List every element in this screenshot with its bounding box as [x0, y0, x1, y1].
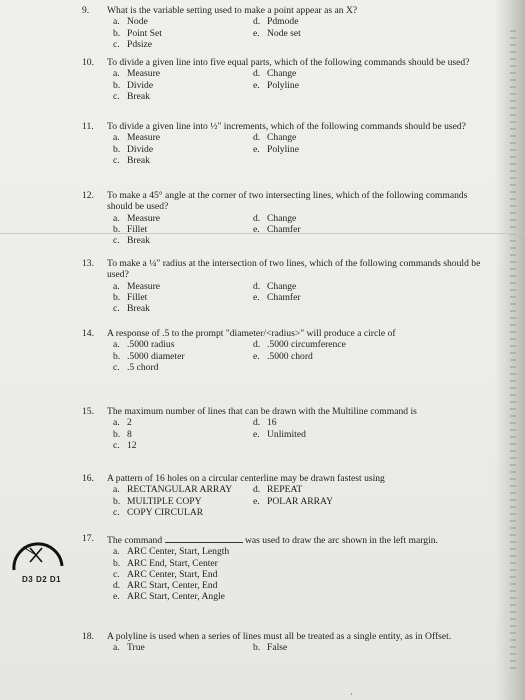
option-row	[113, 144, 482, 155]
option-text: 8	[127, 428, 132, 440]
question-17	[82, 533, 482, 603]
option-letter: e.	[113, 591, 120, 603]
option-letter: e.	[253, 143, 260, 155]
answer-option[interactable]	[253, 642, 482, 653]
answer-option[interactable]	[253, 496, 482, 507]
answer-option[interactable]	[113, 91, 253, 102]
answer-option[interactable]	[113, 39, 253, 50]
option-row	[113, 281, 482, 292]
answer-options	[107, 281, 482, 315]
leader-line	[23, 547, 36, 555]
question-text: To divide a given line into five equal parts, which of the following commands should be used?	[107, 57, 470, 68]
option-letter: b.	[113, 79, 121, 91]
answer-option[interactable]	[253, 39, 482, 50]
answer-option[interactable]	[253, 362, 482, 373]
option-row	[113, 440, 482, 451]
option-row	[113, 16, 482, 27]
option-letter: b.	[113, 428, 121, 440]
option-text: .5000 circumference	[267, 339, 346, 351]
option-row	[113, 28, 482, 39]
option-text: Measure	[127, 212, 161, 224]
answer-option[interactable]	[113, 155, 253, 166]
option-text: POLAR ARRAY	[267, 495, 334, 507]
answer-option[interactable]	[253, 235, 482, 246]
answer-option[interactable]	[113, 16, 253, 27]
answer-option[interactable]	[113, 68, 253, 79]
option-letter: a.	[113, 68, 120, 80]
option-letter: b.	[113, 223, 121, 235]
question-15	[82, 406, 482, 451]
option-text: ARC Center, Start, End	[127, 568, 218, 580]
question-text	[107, 533, 482, 546]
question-number: 11.	[82, 121, 94, 132]
option-text: REPEAT	[267, 484, 303, 496]
option-letter: c.	[113, 90, 120, 102]
answer-option[interactable]	[113, 303, 253, 314]
option-letter: e.	[253, 291, 260, 303]
option-text: .5000 diameter	[127, 350, 185, 362]
option-row	[113, 213, 482, 224]
option-text: Divide	[127, 79, 154, 91]
option-letter: e.	[253, 223, 260, 235]
question-number: 9.	[82, 5, 90, 16]
option-row	[113, 303, 482, 314]
option-row	[113, 507, 482, 518]
page-edge-shadow	[495, 0, 525, 700]
question-text: A response of .5 to the prompt "diameter/<radius>" will produce a circle of	[107, 328, 396, 339]
option-letter: c.	[113, 235, 120, 247]
option-text: Chamfer	[267, 223, 301, 235]
option-row	[113, 155, 482, 166]
option-text: Pdmode	[267, 16, 299, 28]
option-row	[113, 235, 482, 246]
option-text: MULTIPLE COPY	[127, 495, 202, 507]
answer-option[interactable]	[253, 132, 482, 143]
option-text: Pdsize	[127, 38, 153, 50]
answer-option[interactable]	[253, 429, 482, 440]
option-row	[113, 351, 482, 362]
option-text: Polyline	[267, 79, 299, 91]
option-letter: a.	[113, 280, 120, 292]
answer-options	[107, 484, 482, 518]
question-text: A polyline is used when a series of lines must all be treated as a single entity, as in Offset.	[107, 631, 452, 642]
option-letter: c.	[113, 154, 120, 166]
answer-option[interactable]	[113, 224, 253, 235]
option-text: Change	[267, 280, 297, 292]
option-text: 2	[127, 417, 132, 429]
option-text: Node set	[267, 27, 301, 39]
option-text: Break	[127, 303, 150, 315]
option-text: ARC Start, Center, End	[127, 580, 218, 592]
option-letter: c.	[113, 303, 120, 315]
answer-option[interactable]	[113, 484, 253, 495]
option-row	[113, 80, 482, 91]
option-text: ARC End, Start, Center	[127, 557, 218, 569]
answer-options	[107, 642, 482, 653]
question-text-before: The command	[107, 535, 163, 546]
option-letter: d.	[253, 339, 261, 351]
answer-option[interactable]	[253, 484, 482, 495]
option-text: Polyline	[267, 143, 299, 155]
option-text: Divide	[127, 143, 154, 155]
answer-option[interactable]	[253, 292, 482, 303]
option-text: 12	[127, 439, 137, 451]
question-12	[82, 190, 482, 246]
option-row	[113, 339, 482, 350]
option-text: Fillet	[127, 223, 148, 235]
option-letter: a.	[113, 484, 120, 496]
option-text: .5000 radius	[127, 339, 175, 351]
answer-option[interactable]	[253, 91, 482, 102]
option-letter: e.	[253, 428, 260, 440]
option-row	[113, 417, 482, 428]
question-number: 16.	[82, 473, 94, 484]
answer-option[interactable]	[113, 292, 253, 303]
answer-options	[107, 68, 482, 102]
option-letter: c.	[113, 506, 120, 518]
answer-option[interactable]	[113, 546, 482, 557]
option-text: COPY CIRCULAR	[127, 506, 204, 518]
option-letter: a.	[113, 132, 120, 144]
option-text: Chamfer	[267, 291, 301, 303]
option-text: Break	[127, 90, 150, 102]
option-letter: b.	[113, 27, 121, 39]
option-letter: d.	[253, 132, 261, 144]
question-16	[82, 473, 482, 518]
answer-option[interactable]	[113, 569, 482, 580]
option-letter: d.	[253, 68, 261, 80]
answer-options	[107, 417, 482, 451]
option-row	[113, 132, 482, 143]
option-letter: a.	[113, 339, 120, 351]
option-letter: a.	[113, 16, 120, 28]
option-text: Unlimited	[267, 428, 306, 440]
answer-option[interactable]	[113, 440, 253, 451]
answer-options	[107, 213, 482, 247]
option-row	[113, 39, 482, 50]
option-letter: e.	[253, 79, 260, 91]
question-9	[82, 5, 482, 50]
option-letter: d.	[113, 580, 121, 592]
answer-options	[107, 339, 482, 373]
answer-option[interactable]	[253, 213, 482, 224]
question-text-after: was used to draw the arc shown in the left margin.	[244, 535, 438, 546]
option-text: ARC Start, Center, Angle	[127, 591, 225, 603]
question-text: To divide a given line into ½" increments, which of the following commands should be used?	[107, 121, 466, 132]
question-10	[82, 57, 482, 102]
stray-mark: ·	[350, 690, 353, 699]
perforation-marks	[510, 30, 516, 670]
diagram-point-labels: D3 D2 D1	[22, 575, 62, 584]
question-number: 12.	[82, 190, 94, 201]
answer-option[interactable]	[113, 496, 253, 507]
answer-option[interactable]	[113, 132, 253, 143]
option-text: 16	[267, 417, 277, 429]
answer-option[interactable]	[253, 28, 482, 39]
answer-option[interactable]	[113, 580, 482, 591]
option-letter: d.	[253, 212, 261, 224]
answer-option[interactable]	[253, 16, 482, 27]
answer-option[interactable]	[113, 235, 253, 246]
question-text: To make a ¼" radius at the intersection of two lines, which of the following commands should be used?	[107, 258, 481, 281]
option-letter: b.	[113, 291, 121, 303]
option-letter: c.	[113, 38, 120, 50]
option-text: .5 chord	[127, 361, 159, 373]
answer-option[interactable]	[113, 351, 253, 362]
answer-option[interactable]	[253, 144, 482, 155]
option-row	[113, 642, 482, 653]
question-number: 15.	[82, 406, 94, 417]
answer-option[interactable]	[113, 642, 253, 653]
question-text: What is the variable setting used to make a point appear as an X?	[107, 5, 358, 16]
option-text: Measure	[127, 68, 161, 80]
answer-options	[107, 546, 482, 602]
option-letter: b.	[113, 557, 121, 569]
answer-option[interactable]	[113, 28, 253, 39]
option-text: Break	[127, 235, 150, 247]
option-text: True	[127, 642, 145, 654]
answer-option[interactable]	[113, 80, 253, 91]
option-text: .5000 chord	[267, 350, 313, 362]
answer-option[interactable]	[253, 303, 482, 314]
question-number: 10.	[82, 57, 94, 68]
question-18	[82, 631, 482, 654]
option-text: Measure	[127, 280, 161, 292]
option-row	[113, 68, 482, 79]
option-row	[113, 496, 482, 507]
answer-option[interactable]	[253, 155, 482, 166]
option-row	[113, 91, 482, 102]
answer-option[interactable]	[113, 417, 253, 428]
answer-option[interactable]	[253, 417, 482, 428]
option-letter: c.	[113, 361, 120, 373]
option-text: ARC Center, Start, Length	[127, 546, 230, 558]
option-letter: e.	[253, 27, 260, 39]
option-text: Node	[127, 16, 148, 28]
answer-option[interactable]	[113, 591, 482, 602]
question-number: 13.	[82, 258, 94, 269]
option-text: Change	[267, 212, 297, 224]
option-letter: d.	[253, 484, 261, 496]
option-text: Change	[267, 132, 297, 144]
option-text: Point Set	[127, 27, 162, 39]
answer-option[interactable]	[253, 281, 482, 292]
option-letter: a.	[113, 417, 120, 429]
option-text: Break	[127, 154, 150, 166]
answer-option[interactable]	[113, 558, 482, 569]
option-letter: b.	[113, 143, 121, 155]
option-row	[113, 292, 482, 303]
option-text: Fillet	[127, 291, 148, 303]
option-letter: b.	[113, 350, 121, 362]
option-letter: a.	[113, 642, 120, 654]
option-letter: d.	[253, 417, 261, 429]
option-row	[113, 484, 482, 495]
question-number: 17.	[82, 533, 94, 544]
answer-option[interactable]	[113, 281, 253, 292]
answer-option[interactable]	[253, 339, 482, 350]
answer-options	[107, 16, 482, 50]
answer-option[interactable]	[253, 68, 482, 79]
answer-option[interactable]	[113, 339, 253, 350]
question-number: 18.	[82, 631, 94, 642]
question-text: A pattern of 16 holes on a circular centerline may be drawn fastest using	[107, 473, 385, 484]
option-letter: d.	[253, 16, 261, 28]
option-text: Change	[267, 68, 297, 80]
answer-option[interactable]	[253, 80, 482, 91]
option-row	[113, 362, 482, 373]
answer-option[interactable]	[253, 440, 482, 451]
answer-blank[interactable]	[165, 533, 243, 543]
question-number: 14.	[82, 328, 94, 339]
option-text: False	[267, 642, 288, 654]
option-text: RECTANGULAR ARRAY	[127, 484, 233, 496]
question-14	[82, 328, 482, 373]
answer-options	[107, 132, 482, 166]
answer-option[interactable]	[113, 507, 253, 518]
option-letter: c.	[113, 568, 120, 580]
option-letter: a.	[113, 546, 120, 558]
answer-option[interactable]	[113, 362, 253, 373]
option-letter: b.	[113, 495, 121, 507]
option-letter: d.	[253, 280, 261, 292]
option-row	[113, 429, 482, 440]
option-letter: a.	[113, 212, 120, 224]
answer-option[interactable]	[253, 224, 482, 235]
answer-option[interactable]	[253, 507, 482, 518]
answer-option[interactable]	[113, 429, 253, 440]
option-letter: b.	[253, 642, 261, 654]
question-text: The maximum number of lines that can be drawn with the Multiline command is	[107, 406, 417, 417]
answer-option[interactable]	[113, 213, 253, 224]
option-row	[113, 224, 482, 235]
option-letter: e.	[253, 350, 260, 362]
question-text: To make a 45° angle at the corner of two intersecting lines, which of the following commands should be used?	[107, 190, 468, 213]
option-letter: c.	[113, 439, 120, 451]
answer-option[interactable]	[253, 351, 482, 362]
question-13	[82, 258, 482, 314]
question-11	[82, 121, 482, 166]
answer-option[interactable]	[113, 144, 253, 155]
option-text: Measure	[127, 132, 161, 144]
option-letter: e.	[253, 495, 260, 507]
